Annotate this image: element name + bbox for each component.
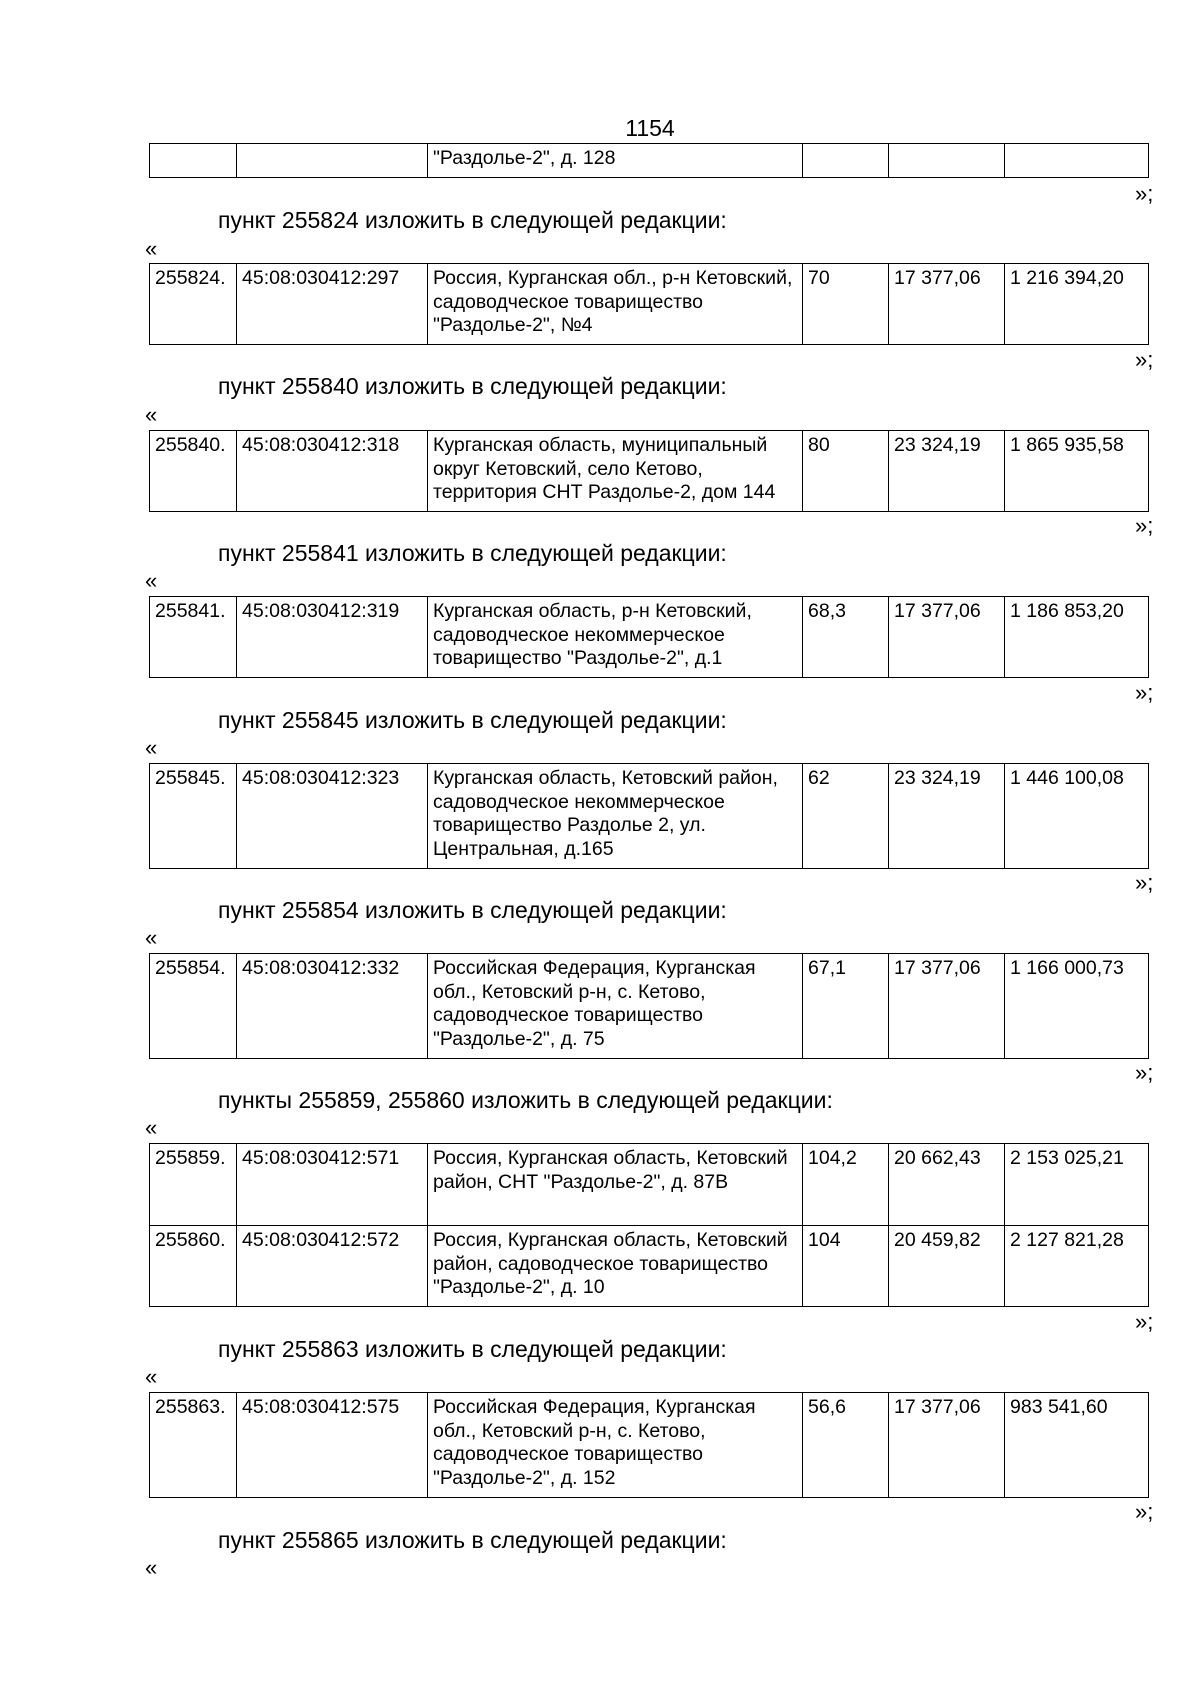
cell-area: 104 bbox=[803, 1226, 889, 1307]
cell-cadastral-number: 45:08:030412:572 bbox=[237, 1226, 428, 1307]
cell-specific-value: 23 324,19 bbox=[889, 764, 1005, 869]
cell-specific-value bbox=[889, 144, 1005, 178]
cell-cadastral-value: 1 186 853,20 bbox=[1005, 597, 1149, 678]
closing-quote: »; bbox=[1135, 181, 1154, 206]
cell-cadastral-number bbox=[237, 144, 428, 178]
cell-cadastral-number: 45:08:030412:332 bbox=[237, 954, 428, 1059]
cell-cadastral-value: 1 865 935,58 bbox=[1005, 431, 1149, 512]
cell-number: 255854. bbox=[150, 954, 237, 1059]
amendment-instruction: пункты 255859, 255860 изложить в следующей редакции: bbox=[218, 1087, 833, 1113]
cell-cadastral-value: 2 153 025,21 bbox=[1005, 1144, 1149, 1226]
register-table bbox=[149, 263, 1149, 345]
register-table bbox=[149, 763, 1149, 869]
table-row bbox=[150, 1226, 1149, 1307]
cell-cadastral-value: 1 216 394,20 bbox=[1005, 264, 1149, 345]
register-table bbox=[149, 1392, 1149, 1498]
table-row bbox=[150, 954, 1149, 1059]
closing-quote: »; bbox=[1135, 513, 1154, 538]
closing-quote: »; bbox=[1135, 1060, 1154, 1085]
closing-quote: »; bbox=[1135, 1499, 1154, 1524]
amendment-instruction: пункт 255854 изложить в следующей редакции: bbox=[218, 897, 727, 923]
cell-number: 255863. bbox=[150, 1393, 237, 1498]
cell-number: 255845. bbox=[150, 764, 237, 869]
closing-quote: »; bbox=[1135, 347, 1154, 372]
cell-specific-value: 17 377,06 bbox=[889, 1393, 1005, 1498]
cell-address: Россия, Курганская область, Кетовский район, садоводческое товарищество "Раздолье-2", д. 10 bbox=[428, 1226, 803, 1307]
cell-address: "Раздолье-2", д. 128 bbox=[428, 144, 803, 178]
closing-quote: »; bbox=[1135, 870, 1154, 895]
cell-area: 62 bbox=[803, 764, 889, 869]
amendment-instruction: пункт 255863 изложить в следующей редакции: bbox=[218, 1336, 727, 1362]
cell-specific-value: 17 377,06 bbox=[889, 597, 1005, 678]
register-table bbox=[149, 953, 1149, 1059]
cell-address: Российская Федерация, Курганская обл., Кетовский р-н, с. Кетово, садоводческое товарищество "Раздолье-2", д. 75 bbox=[428, 954, 803, 1059]
cell-specific-value: 23 324,19 bbox=[889, 431, 1005, 512]
cell-specific-value: 17 377,06 bbox=[889, 954, 1005, 1059]
closing-quote: »; bbox=[1135, 680, 1154, 705]
cell-address: Российская Федерация, Курганская обл., Кетовский р-н, с. Кетово, садоводческое товарищество "Раздолье-2", д. 152 bbox=[428, 1393, 803, 1498]
cell-area: 70 bbox=[803, 264, 889, 345]
cell-cadastral-value: 983 541,60 bbox=[1005, 1393, 1149, 1498]
continuation-table bbox=[149, 143, 1149, 178]
amendment-instruction: пункт 255841 изложить в следующей редакции: bbox=[218, 540, 727, 566]
table-row bbox=[150, 1393, 1149, 1498]
cell-address: Курганская область, Кетовский район, садоводческое некоммерческое товарищество Раздолье 2, ул. Центральная, д.165 bbox=[428, 764, 803, 869]
cell-address: Россия, Курганская обл., р-н Кетовский, садоводческое товарищество "Раздолье-2", №4 bbox=[428, 264, 803, 345]
register-table bbox=[149, 596, 1149, 678]
opening-quote: « bbox=[145, 1555, 158, 1580]
cell-specific-value: 17 377,06 bbox=[889, 264, 1005, 345]
cell-cadastral-value: 2 127 821,28 bbox=[1005, 1226, 1149, 1307]
cell-specific-value: 20 662,43 bbox=[889, 1144, 1005, 1226]
table-row bbox=[150, 597, 1149, 678]
table-row bbox=[150, 764, 1149, 869]
page-number: 1154 bbox=[625, 115, 675, 141]
opening-quote: « bbox=[145, 402, 158, 427]
cell-cadastral-number: 45:08:030412:319 bbox=[237, 597, 428, 678]
cell-cadastral-number: 45:08:030412:318 bbox=[237, 431, 428, 512]
cell-number bbox=[150, 144, 237, 178]
cell-number: 255824. bbox=[150, 264, 237, 345]
amendment-instruction: пункт 255840 изложить в следующей редакции: bbox=[218, 373, 727, 399]
cell-cadastral-number: 45:08:030412:323 bbox=[237, 764, 428, 869]
cell-number: 255859. bbox=[150, 1144, 237, 1226]
table-row bbox=[150, 144, 1149, 178]
cell-cadastral-number: 45:08:030412:297 bbox=[237, 264, 428, 345]
cell-cadastral-value: 1 166 000,73 bbox=[1005, 954, 1149, 1059]
cell-cadastral-number: 45:08:030412:571 bbox=[237, 1144, 428, 1226]
cell-number: 255840. bbox=[150, 431, 237, 512]
cell-number: 255841. bbox=[150, 597, 237, 678]
closing-quote: »; bbox=[1135, 1309, 1154, 1334]
opening-quote: « bbox=[145, 925, 158, 950]
cell-cadastral-number: 45:08:030412:575 bbox=[237, 1393, 428, 1498]
cell-area bbox=[803, 144, 889, 178]
cell-specific-value: 20 459,82 bbox=[889, 1226, 1005, 1307]
cell-area: 67,1 bbox=[803, 954, 889, 1059]
opening-quote: « bbox=[145, 1115, 158, 1140]
cell-area: 104,2 bbox=[803, 1144, 889, 1226]
opening-quote: « bbox=[145, 735, 158, 760]
table-row bbox=[150, 431, 1149, 512]
opening-quote: « bbox=[145, 568, 158, 593]
amendment-instruction: пункт 255845 изложить в следующей редакции: bbox=[218, 707, 727, 733]
register-table bbox=[149, 1143, 1149, 1307]
opening-quote: « bbox=[145, 236, 158, 261]
cell-address: Россия, Курганская область, Кетовский район, СНТ "Раздолье-2", д. 87В bbox=[428, 1144, 803, 1226]
cell-area: 80 bbox=[803, 431, 889, 512]
cell-area: 56,6 bbox=[803, 1393, 889, 1498]
opening-quote: « bbox=[145, 1364, 158, 1389]
cell-area: 68,3 bbox=[803, 597, 889, 678]
amendment-instruction: пункт 255824 изложить в следующей редакции: bbox=[218, 207, 727, 233]
cell-address: Курганская область, р-н Кетовский, садоводческое некоммерческое товарищество "Раздолье-2", д.1 bbox=[428, 597, 803, 678]
cell-number: 255860. bbox=[150, 1226, 237, 1307]
table-row bbox=[150, 1144, 1149, 1226]
cell-cadastral-value bbox=[1005, 144, 1149, 178]
register-table bbox=[149, 430, 1149, 512]
cell-cadastral-value: 1 446 100,08 bbox=[1005, 764, 1149, 869]
table-row bbox=[150, 264, 1149, 345]
cell-address: Курганская область, муниципальный округ Кетовский, село Кетово, территория СНТ Раздолье-2, дом 144 bbox=[428, 431, 803, 512]
amendment-instruction: пункт 255865 изложить в следующей редакции: bbox=[218, 1527, 727, 1553]
